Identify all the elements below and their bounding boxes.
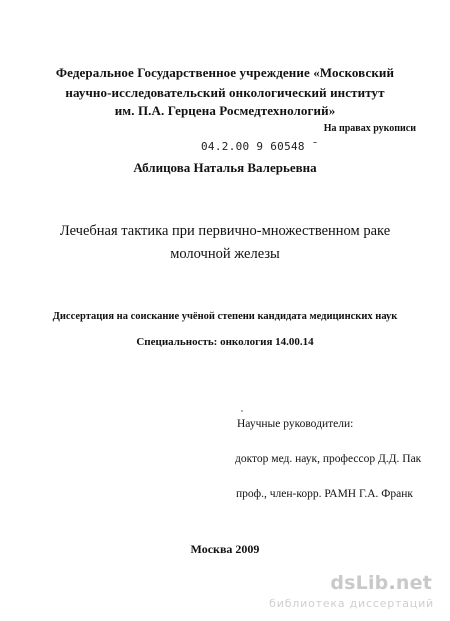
watermark-logo-dot: . [388, 572, 396, 594]
institution-line-1: Федеральное Государственное учреждение «Московский [55, 65, 395, 80]
author-name: Аблицова Наталья Валерьевна [133, 160, 317, 175]
scan-speck [241, 410, 243, 412]
institution-line-3: им. П.А. Герцена Росмедтехнологий» [114, 103, 336, 118]
dslib-watermark [248, 572, 438, 612]
supervisor-2: проф., член-корр. РАМН Г.А. Франк [236, 488, 413, 500]
institution-line-2: научно-исследовательский онкологический институт [65, 85, 385, 100]
watermark-logo-suffix: net [395, 572, 432, 594]
supervisors-label: Научные руководители: [237, 418, 354, 430]
manuscript-rights-note: На правах рукописи [323, 123, 416, 134]
watermark-logo [330, 572, 432, 594]
thesis-title-line-2: молочной железы [170, 246, 280, 262]
supervisor-1: доктор мед. наук, профессор Д.Д. Пак [235, 453, 422, 465]
library-stamp-number: 04.2.00 9 60548 ˉ [201, 140, 319, 153]
watermark-logo-prefix: dsLib [330, 572, 389, 594]
city-year: Москва 2009 [190, 542, 260, 556]
specialty-line: Специальность: онкология 14.00.14 [136, 336, 314, 348]
thesis-title-line-1: Лечебная тактика при первично-множественном раке [59, 223, 391, 239]
degree-statement: Диссертация на соискание учёной степени кандидата медицинских наук [52, 311, 398, 322]
watermark-subtitle: библиотека диссертаций [269, 597, 434, 610]
